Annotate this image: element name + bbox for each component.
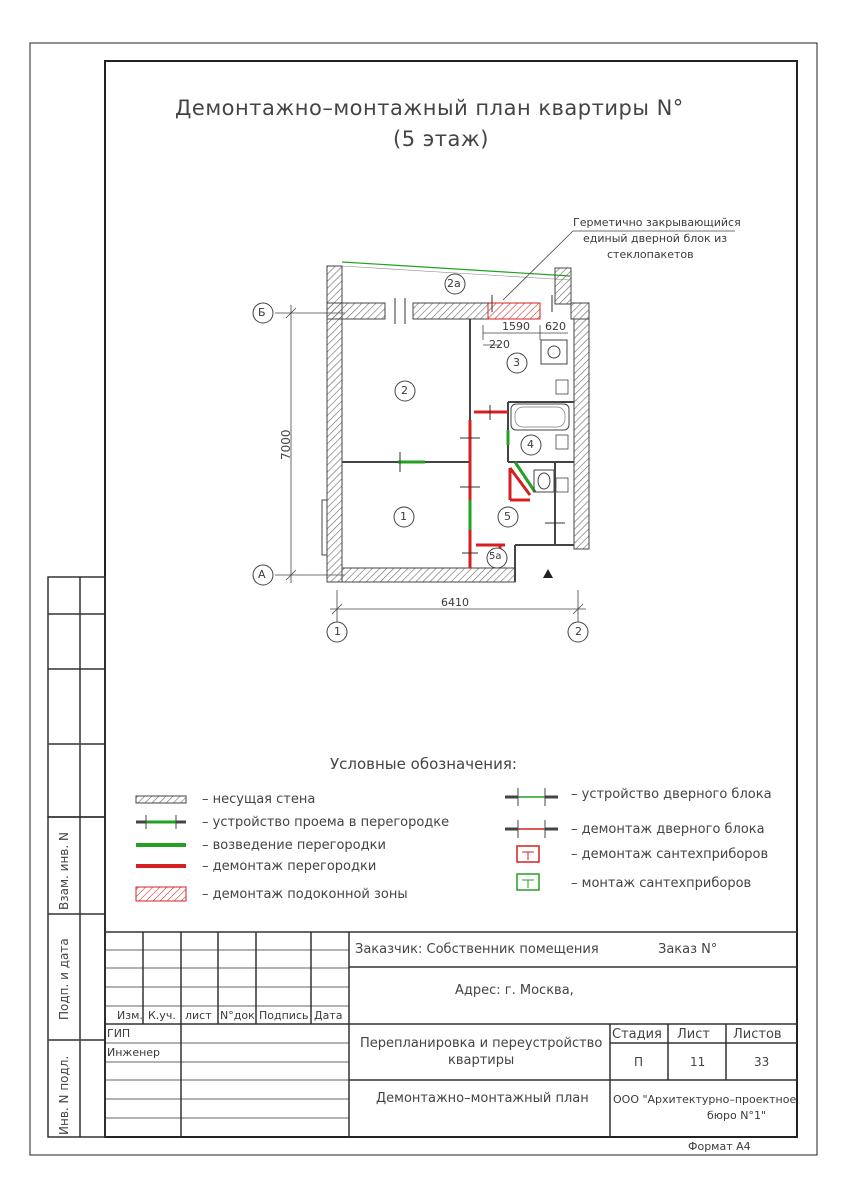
legend-opening: – устройство проема в перегородке	[202, 815, 450, 830]
axis-1-label: 1	[334, 625, 341, 638]
stamp-col-list: лист	[185, 1009, 212, 1022]
stamp-org-1: ООО "Архитектурно–проектное	[613, 1093, 797, 1106]
note-line-2: единый дверной блок из	[583, 232, 728, 245]
side-podp: Подп. и дата	[57, 938, 71, 1020]
room-1: 1	[400, 510, 407, 523]
legend-demolish-sill: – демонтаж подоконной зоны	[202, 887, 408, 902]
room-2a: 2a	[447, 277, 461, 290]
stamp-format: Формат А4	[688, 1140, 751, 1153]
dim-1590: 1590	[502, 320, 530, 333]
stamp-engineer: Инженер	[107, 1046, 161, 1059]
stamp-col-izm: Изм.	[117, 1009, 143, 1022]
note-line-1: Герметично закрывающийся	[573, 216, 741, 229]
room-2: 2	[401, 384, 408, 397]
stamp-stage: П	[634, 1055, 644, 1069]
axis-2-label: 2	[575, 625, 582, 638]
stamp-customer: Заказчик: Собственник помещения	[355, 942, 599, 957]
stamp-sheets: 33	[754, 1055, 770, 1069]
room-5: 5	[504, 510, 511, 523]
legend-bearing-wall: – несущая стена	[202, 792, 316, 807]
legend-sanitary-demolish: – демонтаж сантехприборов	[571, 847, 769, 862]
dim-width: 6410	[441, 596, 469, 609]
axis-b-label: Б	[258, 306, 266, 319]
dim-620: 620	[545, 320, 566, 333]
stamp-sheets-header: Листов	[733, 1027, 782, 1042]
legend-title: Условные обозначения:	[330, 755, 517, 773]
stamp-gip: ГИП	[107, 1027, 131, 1040]
stamp-col-kuch: К.уч.	[148, 1009, 176, 1022]
stamp-project-2: квартиры	[448, 1053, 515, 1068]
legend-new-partition: – возведение перегородки	[202, 838, 386, 853]
stamp-col-data: Дата	[314, 1009, 343, 1022]
dim-220: 220	[489, 338, 510, 351]
side-vzam: Взам. инв. N	[57, 832, 71, 910]
stamp-col-podpis: Подпись	[259, 1009, 309, 1022]
stamp-stage-header: Стадия	[612, 1027, 662, 1042]
drawing-subtitle: (5 этаж)	[393, 127, 489, 151]
stamp-project-1: Перепланировка и переустройство	[360, 1036, 603, 1051]
legend-door-install: – устройство дверного блока	[571, 787, 772, 802]
stamp-address: Адрес: г. Москва,	[455, 983, 574, 998]
drawing-title: Демонтажно–монтажный план квартиры N°	[175, 96, 684, 120]
stamp-org-2: бюро N°1"	[707, 1109, 767, 1122]
floor-plan	[253, 231, 735, 642]
room-4: 4	[527, 438, 534, 451]
legend-sanitary-install: – монтаж сантехприборов	[571, 876, 752, 891]
stamp-order: Заказ N°	[658, 942, 718, 957]
stamp-col-ndok: N°док	[220, 1009, 255, 1022]
legend-door-demolish: – демонтаж дверного блока	[571, 822, 765, 837]
room-3: 3	[513, 356, 520, 369]
axis-a-label: А	[258, 568, 266, 581]
side-inv-n: Инв. N подл.	[57, 1055, 71, 1135]
stamp-sheet-name: Демонтажно–монтажный план	[376, 1091, 589, 1106]
sheet-border	[30, 43, 817, 1155]
dim-height: 7000	[279, 429, 293, 460]
room-5a: 5a	[489, 551, 502, 562]
stamp-sheet: 11	[690, 1055, 706, 1069]
stamp-sheet-header: Лист	[677, 1027, 710, 1042]
note-line-3: стеклопакетов	[607, 248, 694, 261]
legend-demolish-partition: – демонтаж перегородки	[202, 859, 377, 874]
